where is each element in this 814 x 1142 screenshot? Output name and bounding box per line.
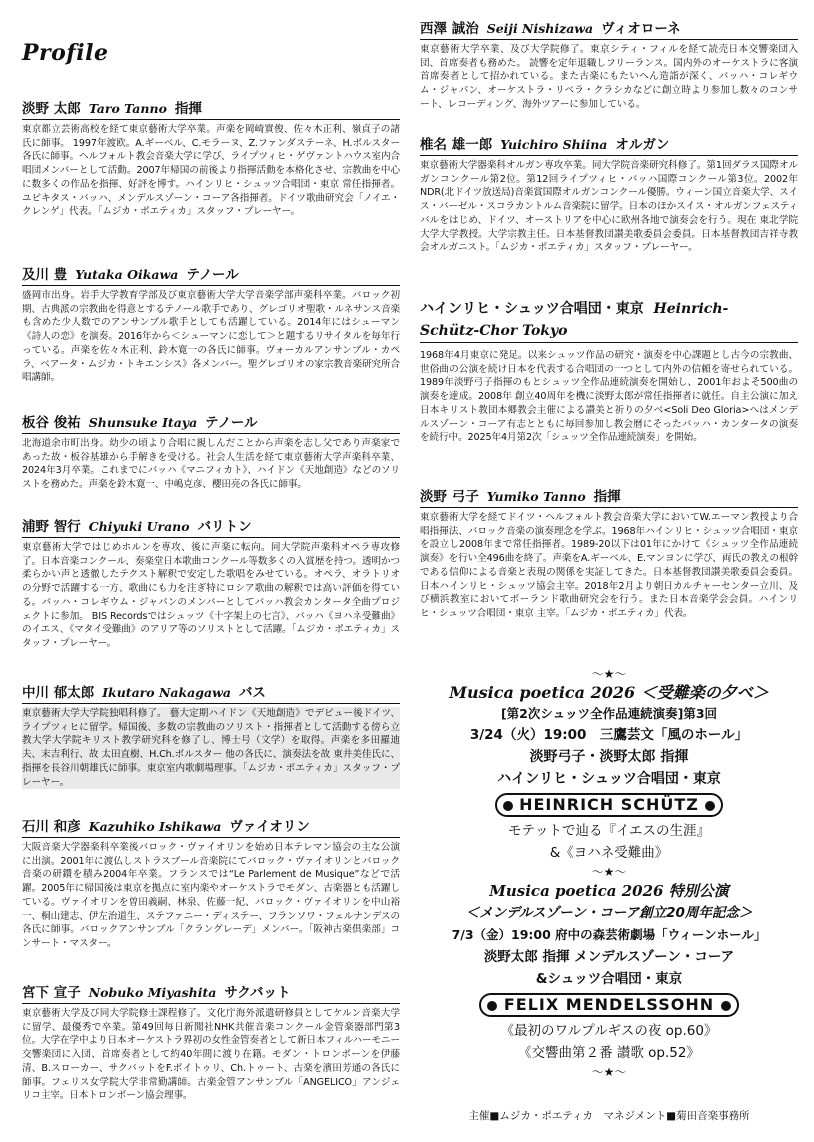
profile-entry	[22, 414, 400, 492]
name-en: Shunsuke Itaya	[88, 415, 198, 430]
bio-text: 盛岡市出身。岩手大学教育学部及び東京藝術大学大学音楽学部声楽科卒業。バロック初期、古典派の宗教曲を得意とするテノール歌手であり、グレゴリオ聖歌・ルネサンス音楽も含めた少人数でのアンサンブル歌手としても活躍している。2014年にはシューマン《詩人の恋》を演奏。2016年から＜シューマンに恋して＞と題するリサイタルを毎年行っている。声楽を佐々木正利、鈴木寛一の各氏に師事。ヴォーカルアンサンブル・カペラ、ベアータ・ムジカ・トキエンシス》各メンバー。聖グレゴリオの家宗教音楽研究所合唱講師。	[22, 290, 400, 384]
profile-entry	[22, 518, 400, 651]
name-ja: 淡野 太郎	[22, 101, 81, 117]
bio-text: 北海道余市町出身。幼少の頃より合唱に親しんだことから声楽を志し父であり声楽家であった故・板谷基雄から手解きを受ける。社会人生活を経て東京藝術大学声楽科卒業、2024年3月卒業。これまでにバッハ《マニフィカト》、ハイドン《天地創造》などのソリストを務めた。声楽を鈴木寛一、中嶋克彦、櫻田亮の各氏に師事。	[22, 438, 400, 491]
concert-1-title: Musica poetica 2026 ＜受難楽の夕べ＞	[449, 683, 769, 702]
bio-text: 東京都立芸術高校を経て東京藝術大学卒業。声楽を岡崎實俊、佐々木正利、嶺貞子の諸氏に師事。 1997年渡欧。A.ギーベル、C.モラーヌ、Z.ファンダステーネ、H.ボルスター各氏に師事。ヘルフォルト教会音楽大学に学び、ライプツィヒ・ゲヴァントハウス室内合唱団メンバーとして活動。2007年帰国の前後より指揮活動を本格化させ、宗教曲を中心に数多くの作品を指揮、好評を博す。ハインリヒ・シュッツ合唱団・東京 常任指揮者。ユビキタス・バッハ、メンデルスゾーン・コーア各指揮者。ドイツ歌曲研究会「ノイエ・クレンゲ」代表。「ムジカ・ポエティカ」スタッフ・プレーヤー。	[22, 124, 400, 218]
profile-entry	[22, 818, 400, 951]
concert-2-choir: &シュッツ合唱団・東京	[535, 971, 683, 987]
bio-text: 大阪音楽大学器楽科卒業後バロック・ヴァイオリンを始め日本テレマン協会の主な公演に出演。2001年に渡仏しストラスブール音楽院にてバロック・ヴァイオリンとバロック音楽の研鑽を積み2004年卒業。フランスでは“Le Parlement de Musique”などで活躍。2005年に帰国後は東京を拠点に室内楽やオーケストラでモダン、古楽器とも活躍している。ヴァイオリンを曽田義嗣、林泉、佐藤一紀、バロック・ヴァイオリンを中山裕一、桐山建志、伊左治道生、ステファニー・ディステー、フランソワ・フェルナンデスの各氏に師事。バロックアンサンブル「クラングレーデ」メンバー。「阪神古楽倶楽部」コンサート・マスター。	[22, 842, 400, 949]
name-en: Yuichiro Shiina	[500, 137, 608, 152]
group-name-ja: ハインリヒ・シュッツ合唱団・東京	[420, 301, 644, 317]
role: テノール	[186, 267, 239, 283]
bio-text: 東京藝術大学及び同大学院修士課程修了。文化庁海外派遣研修員としてケルン音楽大学に留学、最優秀で卒業。第49回毎日新聞社NHK共催音楽コンクール金管楽器部門第3位。大学在学中より日本オーケストラ界初の女性金管奏者として新日本フィルハーモニー交響楽団に入団、首席奏者として約40年間に渡り在籍。モダン・トロンボーンを伊藤清、B.スローカー、サクバットをF.ポイトゥリ、Ch.トゥート、古楽を濱田芳通の各氏に師事。フェリス女学院大学非常勤講師。古楽金管アンサンブル「ANGELICO」アンジェリコ主宰。日本トロンボーン協会理事。	[22, 1008, 400, 1102]
profile-entry	[22, 100, 400, 219]
role: バリトン	[197, 519, 252, 535]
name-en: Chiyuki Urano	[88, 519, 190, 534]
name-en: Kazuhiko Ishikawa	[88, 819, 222, 834]
role: ヴァイオリン	[229, 819, 310, 835]
profile-name-line	[22, 818, 400, 838]
star-divider: 〜★〜	[591, 1065, 627, 1079]
concert-1-date: 3/24（火）19:00 三鷹芸文「風のホール」	[469, 727, 749, 743]
profile-name-line	[22, 414, 400, 434]
name-en: Yumiko Tanno	[486, 489, 586, 504]
concert-2-subtitle: ＜メンデルスゾーン・コーア創立20周年記念＞	[465, 905, 753, 921]
role: サクバット	[224, 985, 291, 1001]
banner-dot-icon	[705, 801, 715, 811]
profile-entry	[420, 136, 798, 255]
concert-info	[420, 666, 798, 1080]
role: ヴィオローネ	[601, 21, 681, 37]
concert-1-choir: ハインリヒ・シュッツ合唱団・東京	[497, 771, 721, 787]
name-ja: 宮下 宣子	[22, 985, 81, 1001]
name-en: Taro Tanno	[88, 101, 167, 116]
concert-2-conductor: 淡野太郎 指揮 メンデルスゾーン・コーア	[483, 949, 735, 965]
bio-text: 東京藝術大学器楽科オルガン専攻卒業。同大学院音楽研究科修了。第1回ダラス国際オルガンコンクール第2位。第12回ライプツィヒ・バッハ国際コンクール第3位。2002年NDR(北ドイツ放送局)音楽賞国際オルガンコンクール優勝。ウィーン国立音楽大学、スイス・バーゼル・スコラカントルム音楽院に留学。日本のほかスイス・オルガンフェスティバルをはじめ、ドイツ、オーストリアを中心に欧州各地で演奏会を行う。現在 東北学院大学大学教授。大学宗教主任。日本基督教団讃美歌委員会委員。日本基督教団吉祥寺教会オルガニスト。「ムジカ・ポエティカ」スタッフ・プレーヤー。	[420, 160, 798, 254]
profile-name-line	[22, 266, 400, 286]
name-en: Ikutaro Nakagawa	[102, 685, 231, 700]
concert-1-work: モテットで辿る『イエスの生涯』	[508, 823, 710, 839]
bio-text: 東京藝術大学卒業、及び大学院修了。東京シティ・フィルを経て読売日本交響楽団入団、首席奏者も務めた。 読響を定年退職しフリーランス。国内外のオーケストラに客演首席奏者として招かれている。また古楽にもたいへん造詣が深く、バッハ・コレギウム・ジャパン、オーケストラ・リベラ・クラシカなどに創立時より参加し数々のコンサート、レコーディング、海外ツアーに参加している。	[420, 44, 798, 110]
concert-2-work: 《交響曲第２番 讃歌 op.52》	[518, 1045, 700, 1061]
profile-entry	[420, 20, 798, 112]
profile-name-line	[420, 136, 798, 156]
concert-1-conductors: 淡野弓子・淡野太郎 指揮	[529, 749, 689, 765]
name-ja: 及川 豊	[22, 267, 68, 283]
bio-text: 東京藝術大学大学院独唱科修了。 藝大定期ハイドン《天地創造》でデビュー後ドイツ、ライプツィヒに留学。帰国後、多数の宗教曲のソリスト・指揮者として活動する傍ら立教大学大学院キリスト教学研究科を修了し、博士号（文学）を取得。声楽を多田羅迪夫、末吉利行、故 太田直樹、H.Ch.ボルスター 他の各氏に、演奏法を故 東井美佳氏に、指揮を長谷川朝雄氏に師事。東京室内歌劇場理事。「ムジカ・ポエティカ」スタッフ・プレーヤー。	[22, 708, 400, 788]
banner-text: FELIX MENDELSSOHN	[503, 995, 715, 1014]
bio-text: 1968年4月東京に発足。以来シュッツ作品の研究・演奏を中心課題とし古今の宗教曲、世俗曲の公演を続け日本を代表する合唱団の一つとして内外の信頼を寄せられている。1989年淡野弓子指揮のもとシュッツ全作品連続演奏を開始し、2001年およそ500曲の演奏を達成。2008年 創立40周年を機に淡野太郎が常任指揮者に就任。自主公演に加え日本キリスト教団本郷教会主催による讃美と祈りの夕べ<Soli Deo Gloria>へはメンデルスゾーン・コーア有志とともに毎回参加し教会暦にそったバッハ・カンタータの演奏を続行中。2025年4月第2次「シュッツ全作品連続演奏」を開始。	[420, 350, 798, 444]
profile-name-line	[22, 984, 400, 1004]
group-entry	[420, 298, 798, 445]
concert-2-banner-row	[420, 993, 798, 1017]
profile-entry	[22, 684, 400, 789]
profile-name-line	[22, 684, 400, 704]
page-title: Profile	[22, 40, 109, 66]
star-divider: 〜★〜	[591, 667, 627, 681]
name-ja: 板谷 俊祐	[22, 415, 81, 431]
bio-text: 東京藝術大学ではじめホルンを専攻、後に声楽に転向。同大学院声楽科オペラ専攻修了。日本音楽コンクール、奏楽堂日本歌曲コンクール等数多くの入賞歴を持つ。透明かつ柔らかい声と透徹したテクスト解釈で安定した歌唱をみせている。オペラ、オラトリオの分野で活躍する一方、歌曲にも力を注ぎ特にロシア歌曲の解釈では高い評価を得ている。バッハ・コレギウム・ジャパンのメンバーとしてバッハ教会カンタータ全曲プロジェクトに参加。 BIS Recordsではシュッツ《十字架上の七言》、バッハ《ヨハネ受難曲》のイエス、《マタイ受難曲》のアリア等のソリストとして活躍。「ムジカ・ポエティカ」スタッフ・プレーヤー。	[22, 542, 400, 649]
banner-dot-icon	[487, 1001, 497, 1011]
footer-credits: 主催■ムジカ・ポエティカ マネジメント■菊田音楽事務所	[468, 1110, 750, 1122]
name-ja: 西澤 誠治	[420, 21, 479, 37]
concert-2-work: 《最初のワルプルギスの夜 op.60》	[500, 1023, 718, 1039]
group-name-en-1: Heinrich-	[653, 301, 729, 317]
name-ja: 石川 和彦	[22, 819, 81, 835]
banner-dot-icon	[721, 1001, 731, 1011]
name-en: Yutaka Oikawa	[75, 267, 179, 282]
role: 指揮	[174, 101, 202, 117]
concert-1-work: &《ヨハネ受難曲》	[549, 845, 669, 861]
composer-banner	[495, 793, 724, 817]
name-en: Nobuko Miyashita	[88, 985, 217, 1000]
group-name-en-2: Schütz-Chor Tokyo	[420, 323, 568, 339]
composer-banner	[479, 993, 738, 1017]
profile-entry	[420, 488, 798, 621]
concert-1-banner-row	[420, 793, 798, 817]
profile-name-line	[22, 100, 400, 120]
group-name-line	[420, 298, 798, 343]
name-ja: 浦野 智行	[22, 519, 81, 535]
concert-2-date: 7/3（金）19:00 府中の森芸術劇場「ウィーンホール」	[451, 927, 767, 942]
profile-name-line	[22, 518, 400, 538]
role: オルガン	[615, 137, 670, 153]
banner-text: HEINRICH SCHÜTZ	[519, 795, 699, 814]
profile-name-line	[420, 20, 798, 40]
name-ja: 淡野 弓子	[420, 489, 479, 505]
name-ja: 椎名 雄一郎	[420, 137, 493, 153]
concert-2-title: Musica poetica 2026 特別公演	[489, 882, 729, 900]
profile-name-line	[420, 488, 798, 508]
banner-dot-icon	[503, 801, 513, 811]
role: テノール	[205, 415, 258, 431]
concert-1-subtitle: [第2次シュッツ全作品連続演奏]第3回	[500, 706, 718, 721]
star-divider: 〜★〜	[591, 865, 627, 879]
profile-entry	[22, 984, 400, 1103]
role: バス	[238, 685, 266, 701]
name-ja: 中川 郁太郎	[22, 685, 95, 701]
role: 指揮	[593, 489, 621, 505]
profile-entry	[22, 266, 400, 385]
name-en: Seiji Nishizawa	[486, 21, 594, 36]
bio-text: 東京藝術大学を経てドイツ・ヘルフォルト教会音楽大学においてW.エーマン教授より合唱指揮法、バロック音楽の演奏理念を学ぶ。1968年ハインリヒ・シュッツ合唱団・東京を設立し2008年まで常任指揮者。1989-20以下は01年にかけて《シュッツ全作品連続演奏》を行い全496曲を終了。声楽をA.ギーベル、E.マンヨンに学び、両氏の教えの根幹である信仰による音楽と表現の関係を実証してきた。日本基督教団讃美歌委員会委員。日本ハインリヒ・シュッツ協会主宰。2018年2月より朝日カルチャーセンター立川、及び横浜教室においてポーランド歌曲研究会を行う。また日本音楽学会会員。ハインリヒ・シュッツ合唱団・東京 主宰。「ムジカ・ポエティカ」代表。	[420, 512, 798, 619]
